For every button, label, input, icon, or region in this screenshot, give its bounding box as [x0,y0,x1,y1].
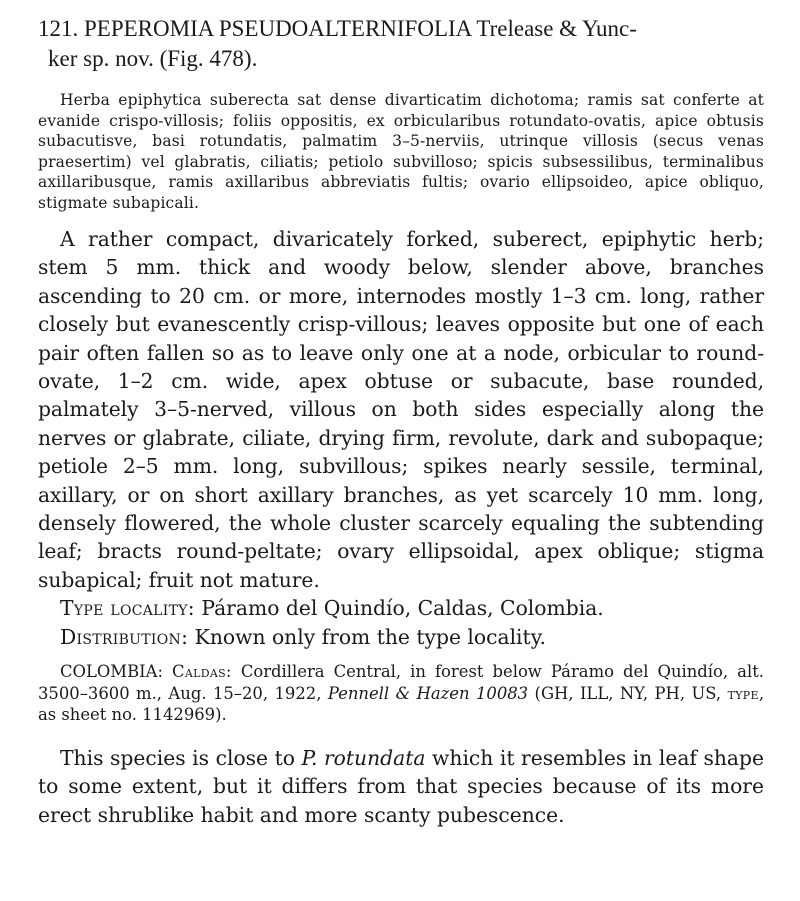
type-locality-label: Type locality: [60,596,195,621]
english-description: A rather compact, divaricately forked, suberect, epiphytic herb; stem 5 mm. thick and woody below, slender above, branches ascending to 20 cm. or more, internodes mostly 1–3 cm. long, rather closely but evanescently crisp-villous; leaves opposite but one of each pair often fallen so as to leave only one at a node, orbicular to round-ovate, 1–2 cm. wide, apex obtuse or subacute, base rounded, palmately 3–5-nerved, villous on both sides especially along the nerves or glabrate, ciliate, drying firm, revolute, dark and subopaque; petiole 2–5 mm. long, subvillous; spikes nearly sessile, terminal, axillary, or on short axillary branches, as yet scarcely 10 mm. long, densely flowered, the whole cluster scarcely equaling the subtending leaf; bracts round-peltate; ovary ellipsoidal, apex oblique; stigma subapical; fruit not mature. [38,227,764,592]
species-note [38,744,764,829]
distribution [38,623,764,652]
specimen-type-word: type [727,683,759,703]
specimen-department: Caldas: [172,662,232,682]
distribution-label: Distribution: [60,624,189,649]
specimen-text-mid: (GH, ILL, NY, PH, US, [534,683,722,703]
specimen-citation [38,661,764,726]
specimen-collectors: Pennell & Hazen 10083 [327,683,529,703]
specimen-text-before: Cordillera Central, in forest below Páramo del Quindío, alt. 3500–3600 m., Aug. 15–20, 1922, [38,662,764,703]
type-locality [38,594,764,623]
specimen-country: COLOMBIA: [60,662,163,682]
species-heading-line [38,14,764,44]
species-authors: Trelease & Yunc- [476,16,637,41]
species-heading-continuation: ker sp. nov. (Fig. 478). [48,46,258,71]
species-heading [38,14,764,74]
species-number: 121. [38,16,79,41]
document-page [38,14,764,829]
type-locality-value: Páramo del Quindío, Caldas, Colombia. [201,596,604,621]
latin-description: Herba epiphytica suberecta sat dense divarticatim dichotoma; ramis sat conferte at evanide crispo-villosis; foliis oppositis, ex orbicularibus rotundato-ovatis, apice obtusis subacutisve, basi rotundatis, palmatim 3–5-nerviis, utrinque villosis (secus venas praesertim) vel glabratis, ciliatis; petiolo subvilloso; spicis subsessilibus, terminalibus axillaribusque, ramis axillaribus abbreviatis fultis; ovario ellipsoideo, apice obliquo, stigmate subapicali. [38,91,764,212]
note-before: This species is close to [60,745,295,770]
note-after: which it resembles in leaf shape to some extent, but it differs from that species because of its more erect shrublike habit and more scanty pubescence. [38,745,764,827]
note-species: P. rotundata [301,745,426,770]
species-name: PEPEROMIA PSEUDOALTERNIFOLIA [84,16,472,41]
specimen-text-after: , as sheet no. 1142969). [38,683,765,725]
distribution-value: Known only from the type locality. [194,624,546,649]
